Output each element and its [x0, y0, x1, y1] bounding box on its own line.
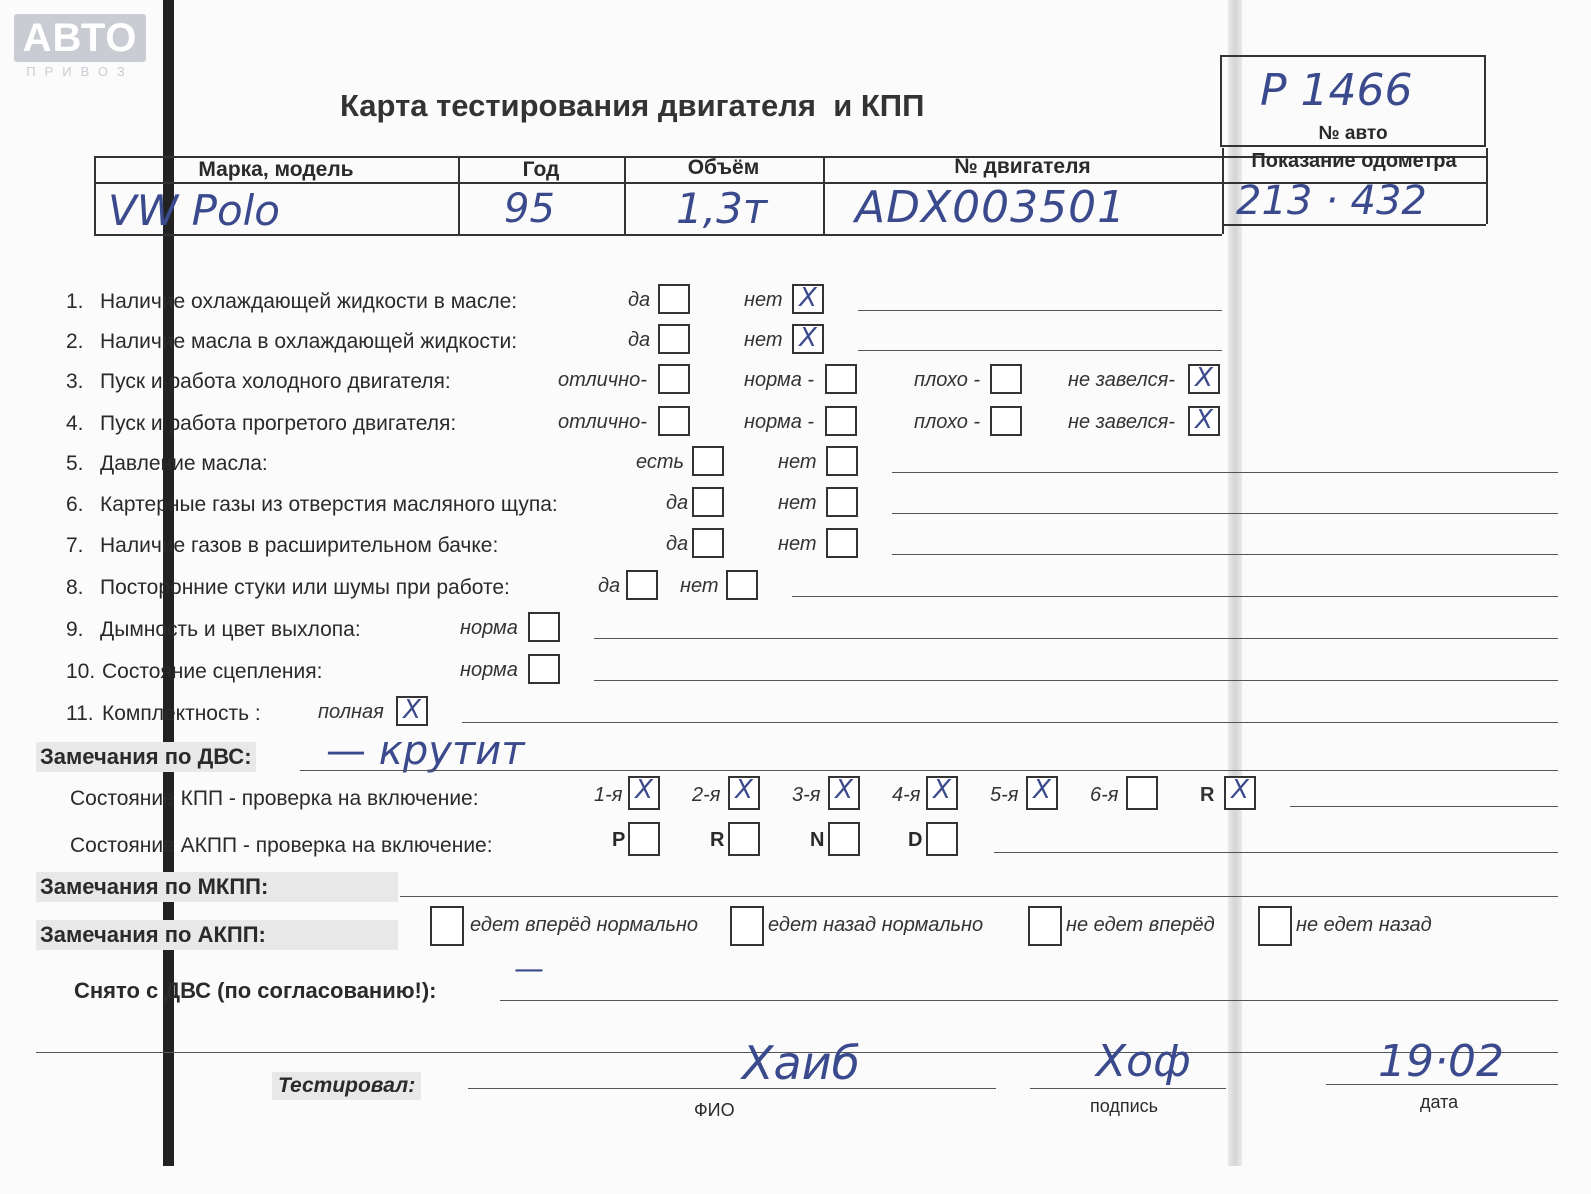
akpp-mode-checkbox[interactable] — [828, 822, 860, 856]
item-option-label: нет — [778, 533, 817, 555]
item-option-label: есть — [636, 451, 685, 473]
item-checkbox[interactable] — [826, 446, 858, 476]
item-option-label: да — [628, 289, 651, 311]
kpp-gear-checkbox[interactable]: X — [1224, 776, 1256, 810]
item-option-label: нет — [778, 451, 817, 473]
kpp-gear-label: 2-я — [692, 784, 721, 806]
item-option-label: да — [666, 533, 689, 555]
sign-caption: подпись — [1090, 1096, 1159, 1116]
item-option-label: не завелся- — [1068, 411, 1175, 433]
akpp-label: Состояние АКПП - проверка на включение: — [70, 834, 493, 857]
item-label: Комплектность : — [102, 702, 261, 725]
item-checkbox[interactable]: X — [396, 696, 428, 726]
akpp-remark-option: едет назад нормально — [768, 914, 984, 936]
tester-name: Хаиб — [742, 1036, 860, 1090]
date-caption: дата — [1420, 1092, 1459, 1112]
item-number: 10. — [66, 660, 96, 683]
akpp-mode-checkbox[interactable] — [628, 822, 660, 856]
fio-line — [468, 1088, 996, 1089]
kpp-gear-checkbox[interactable]: X — [728, 776, 760, 810]
item-checkbox[interactable] — [825, 364, 857, 394]
item-option-label: норма — [460, 659, 518, 681]
item-label: Наличие газов в расширительном бачке: — [100, 534, 499, 557]
logo — [14, 14, 146, 79]
item-number: 3. — [66, 370, 84, 393]
item-checkbox[interactable] — [626, 570, 658, 600]
remarks-mkpp-label: Замечания по МКПП: — [36, 872, 398, 902]
header-model: Марка, модель — [198, 158, 354, 181]
item-option-label: нет — [778, 492, 817, 514]
item-label: Давление масла: — [100, 452, 268, 475]
item-checkbox[interactable] — [528, 654, 560, 684]
item-option-label: отлично- — [558, 369, 647, 391]
logo-sub: ПРИВОЗ — [26, 64, 134, 79]
item-label: Состояние сцепления: — [102, 660, 323, 683]
item-answer-line — [892, 554, 1558, 555]
item-label: Пуск и работа прогретого двигателя: — [100, 412, 457, 435]
kpp-gear-label: 5-я — [990, 784, 1019, 806]
kpp-label: Состояние КПП - проверка на включение: — [70, 787, 479, 810]
kpp-gear-checkbox[interactable]: X — [926, 776, 958, 810]
value-year: 95 — [504, 186, 555, 232]
akpp-remark-checkbox[interactable] — [1028, 906, 1062, 946]
item-label: Картерные газы из отверстия масляного щупа: — [100, 493, 558, 516]
kpp-gear-checkbox[interactable]: X — [628, 776, 660, 810]
item-option-label: да — [598, 575, 621, 597]
kpp-gear-label: 3-я — [792, 784, 821, 806]
item-answer-line — [892, 472, 1558, 473]
item-answer-line — [594, 680, 1558, 681]
auto-number-box — [1220, 55, 1486, 147]
removed-label: Снято с ДВС (по согласованию!): — [74, 978, 437, 1003]
item-checkbox[interactable] — [692, 487, 724, 517]
header-volume: Объём — [687, 156, 760, 179]
value-volume: 1,3т — [676, 184, 768, 233]
item-checkbox[interactable] — [692, 528, 724, 558]
item-option-label: полная — [318, 701, 384, 723]
item-answer-line — [858, 350, 1222, 351]
item-option-label: плохо - — [914, 369, 981, 391]
kpp-gear-label: 6-я — [1090, 784, 1119, 806]
item-number: 4. — [66, 412, 84, 435]
remarks-dvs-line — [300, 770, 1558, 771]
kpp-gear-checkbox[interactable] — [1126, 776, 1158, 810]
header-engine-number: № двигателя — [954, 155, 1091, 178]
akpp-remark-checkbox[interactable] — [1258, 906, 1292, 946]
item-number: 7. — [66, 534, 84, 557]
kpp-gear-label: 1-я — [594, 784, 623, 806]
removed-value: — — [514, 952, 544, 987]
fio-caption: ФИО — [694, 1100, 735, 1120]
item-checkbox[interactable] — [726, 570, 758, 600]
item-label: Посторонние стуки или шумы при работе: — [100, 576, 510, 599]
value-engine-number: ADX003501 — [855, 182, 1127, 233]
item-option-label: не завелся- — [1068, 369, 1175, 391]
akpp-mode-label: N — [810, 829, 825, 851]
item-answer-line — [892, 513, 1558, 514]
kpp-gear-checkbox[interactable]: X — [1026, 776, 1058, 810]
kpp-gear-label: R — [1200, 784, 1215, 806]
remarks-mkpp-line — [400, 896, 1558, 897]
item-option-label: отлично- — [558, 411, 647, 433]
akpp-mode-label: R — [710, 829, 725, 851]
item-checkbox[interactable] — [658, 406, 690, 436]
akpp-mode-checkbox[interactable] — [926, 822, 958, 856]
item-label: Дымность и цвет выхлопа: — [100, 618, 361, 641]
item-option-label: да — [666, 492, 689, 514]
item-option-label: да — [628, 329, 651, 351]
remarks-dvs-value: — крутит — [326, 728, 525, 774]
item-checkbox[interactable]: X — [792, 324, 824, 354]
item-option-label: норма — [460, 617, 518, 639]
page-title: Карта тестирования двигателя и КПП — [340, 88, 925, 123]
remarks-dvs-label: Замечания по ДВС: — [36, 742, 256, 772]
item-answer-line — [594, 638, 1558, 639]
akpp-remark-option: не едет назад — [1296, 914, 1432, 936]
kpp-line — [1290, 806, 1558, 807]
item-option-label: нет — [744, 289, 783, 311]
akpp-remark-option: едет вперёд нормально — [470, 914, 699, 936]
item-checkbox[interactable] — [825, 406, 857, 436]
item-label: Наличие масла в охлаждающей жидкости: — [100, 330, 518, 353]
item-checkbox[interactable] — [826, 528, 858, 558]
scan-stripe-light — [1228, 0, 1242, 1166]
item-number: 8. — [66, 576, 84, 599]
item-checkbox[interactable] — [658, 364, 690, 394]
item-option-label: норма - — [744, 369, 815, 391]
akpp-line — [994, 852, 1558, 853]
test-date: 19·02 — [1378, 1036, 1504, 1087]
item-checkbox[interactable] — [658, 324, 690, 354]
remarks-akpp-label: Замечания по АКПП: — [36, 920, 398, 950]
akpp-remark-option: не едет вперёд — [1066, 914, 1215, 936]
auto-number-label: № авто — [1318, 123, 1388, 144]
akpp-mode-checkbox[interactable] — [728, 822, 760, 856]
item-option-label: плохо - — [914, 411, 981, 433]
item-checkbox[interactable] — [826, 487, 858, 517]
item-number: 2. — [66, 330, 84, 353]
tested-label: Тестировал: — [272, 1072, 421, 1100]
auto-number-value: Р 1466 — [1260, 65, 1413, 116]
item-checkbox[interactable]: X — [1188, 406, 1220, 436]
item-number: 9. — [66, 618, 84, 641]
logo-main: АВТО — [14, 14, 146, 62]
item-checkbox[interactable] — [528, 612, 560, 642]
removed-line — [500, 1000, 1558, 1001]
item-number: 5. — [66, 452, 84, 475]
value-odometer: 213 · 432 — [1236, 178, 1427, 224]
item-label: Пуск и работа холодного двигателя: — [100, 370, 451, 393]
item-answer-line — [792, 596, 1558, 597]
kpp-gear-checkbox[interactable]: X — [828, 776, 860, 810]
akpp-remark-checkbox[interactable] — [430, 906, 464, 946]
header-odometer: Показание одометра — [1251, 150, 1457, 172]
header-year: Год — [522, 158, 560, 181]
item-checkbox[interactable] — [990, 406, 1022, 436]
item-option-label: норма - — [744, 411, 815, 433]
sign-line — [1030, 1088, 1226, 1089]
item-checkbox[interactable] — [990, 364, 1022, 394]
akpp-remark-checkbox[interactable] — [730, 906, 764, 946]
item-number: 1. — [66, 290, 84, 313]
akpp-mode-label: D — [908, 829, 923, 851]
item-checkbox[interactable]: X — [1188, 364, 1220, 394]
akpp-mode-label: P — [612, 829, 626, 851]
item-checkbox[interactable] — [658, 284, 690, 314]
item-label: Наличие охлаждающей жидкости в масле: — [100, 290, 518, 313]
item-option-label: нет — [680, 575, 719, 597]
item-answer-line — [462, 722, 1558, 723]
item-option-label: нет — [744, 329, 783, 351]
item-number: 11. — [66, 702, 94, 725]
tester-signature: Хоф — [1096, 1036, 1191, 1087]
kpp-gear-label: 4-я — [892, 784, 921, 806]
value-model: VW Polo — [108, 186, 280, 235]
item-checkbox[interactable]: X — [792, 284, 824, 314]
item-number: 6. — [66, 493, 84, 516]
item-answer-line — [858, 310, 1222, 311]
item-checkbox[interactable] — [692, 446, 724, 476]
